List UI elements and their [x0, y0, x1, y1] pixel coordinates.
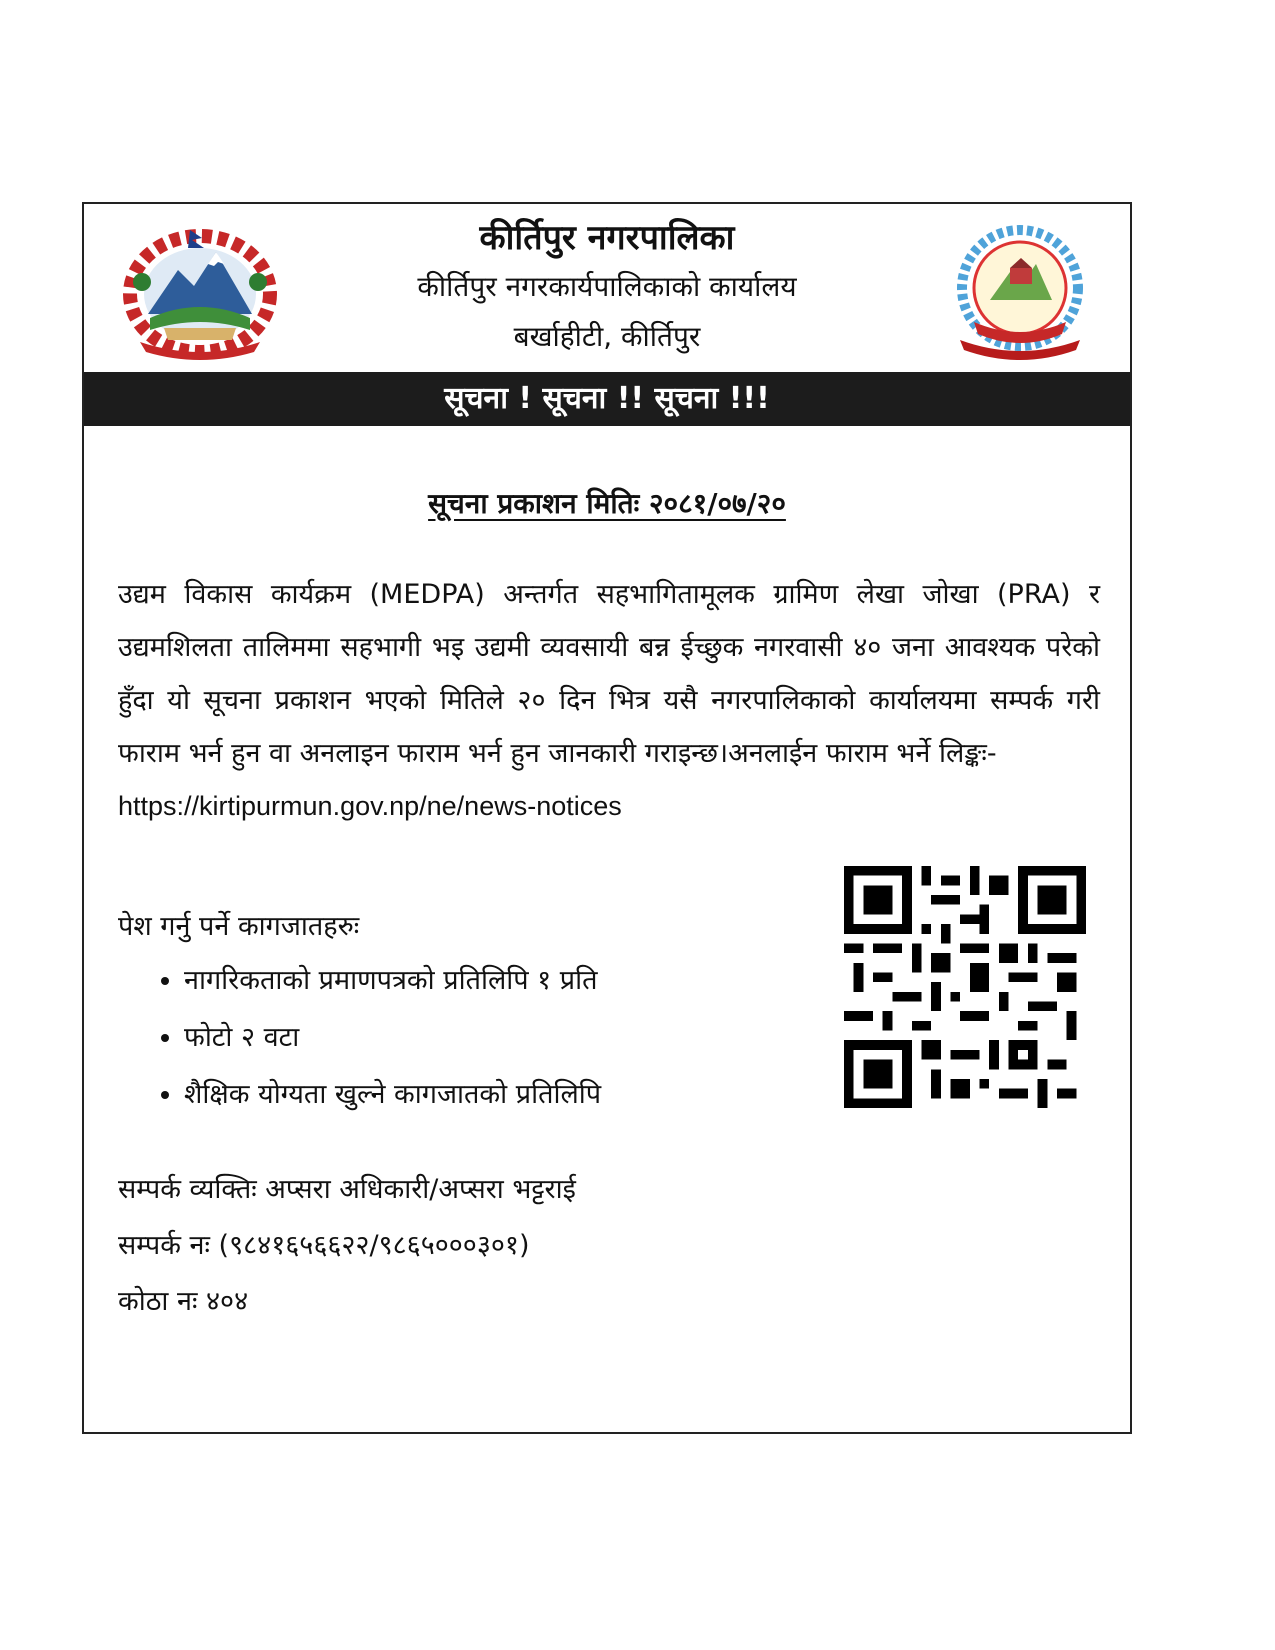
notice-body: [118, 568, 1100, 833]
publication-date: [84, 484, 1130, 522]
notice-frame: [82, 202, 1132, 1434]
org-block: [324, 214, 890, 362]
contact-room: कोठा नः ४०४: [118, 1286, 249, 1317]
contact-block: [118, 1162, 576, 1330]
contact-phone: सम्पर्क नः (९८४१६५६६२२/९८६५०००३०१): [118, 1230, 530, 1261]
org-title: कीर्तिपुर नगरपालिका: [479, 218, 735, 258]
list-item: • फोटो २ वटा: [184, 1009, 601, 1066]
notice-banner: सूचना ! सूचना !! सूचना !!!: [84, 372, 1130, 426]
notice-body-text: उद्यम विकास कार्यक्रम (MEDPA) अन्तर्गत सहभागितामूलक ग्रामिण लेखा जोखा (PRA) र उद्यमशिलता तालिममा सहभागी भइ उद्यमी व्यवसायी बन्न ईच्छुक नगरवासी ४० जना आवश्यक परेको हुँदा यो सूचना प्रकाशन भएको मितिले २० दिन भित्र यसै नगरपालिकाको कार्यालयमा सम्पर्क गरी फाराम भर्न हुन वा अनलाइन फाराम भर्न हुन जानकारी गराइन्छ।अनलाईन फाराम भर्ने लिङ्कः-: [118, 579, 1100, 769]
qr-code-icon[interactable]: [844, 866, 1086, 1108]
documents-heading: पेश गर्नु पर्ने कागजातहरुः: [118, 911, 360, 942]
nepal-emblem-logo: [120, 222, 280, 362]
list-item: • नागरिकताको प्रमाणपत्रको प्रतिलिपि १ प्रति: [184, 952, 601, 1009]
documents-list: [144, 952, 601, 1123]
list-item: • शैक्षिक योग्यता खुल्ने कागजातको प्रतिलिपि: [184, 1066, 601, 1123]
contact-person: सम्पर्क व्यक्तिः अप्सरा अधिकारी/अप्सरा भट्टराई: [118, 1174, 576, 1205]
kirtipur-municipality-logo: [940, 222, 1100, 362]
notice-header: [84, 204, 1130, 372]
notice-link[interactable]: https://kirtipurmun.gov.np/ne/news-notices: [118, 791, 622, 821]
office-name: कीर्तिपुर नगरकार्यपालिकाको कार्यालय: [417, 270, 797, 303]
office-address: बर्खाहीटी, कीर्तिपुर: [513, 320, 701, 353]
publication-date-text: सूचना प्रकाशन मितिः २०८१/०७/२०: [428, 487, 786, 520]
